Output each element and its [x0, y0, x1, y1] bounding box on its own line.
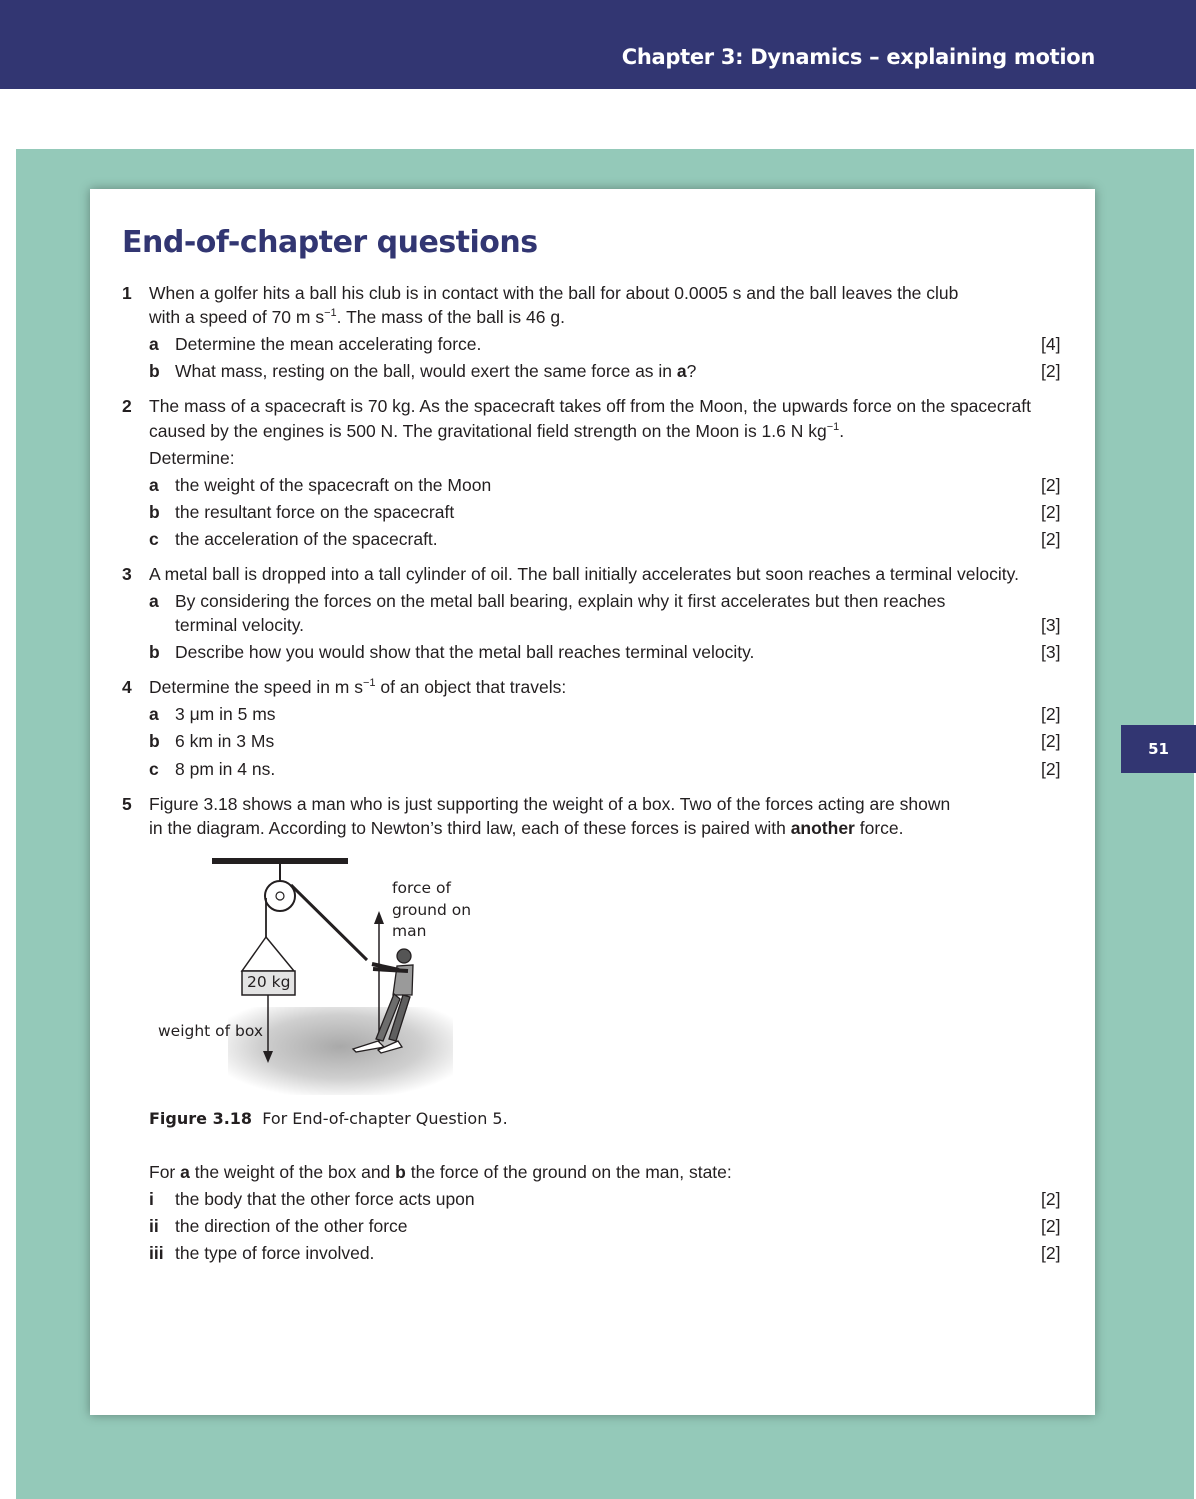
- question-5i-marks: [2]: [1041, 1189, 1061, 1209]
- question-3a-text-1: By considering the forces on the metal ball bearing, explain why it first accelerates but then reaches: [175, 591, 946, 611]
- weight-of-box-label: weight of box: [158, 1022, 264, 1040]
- question-1a-text: Determine the mean accelerating force.: [175, 334, 482, 354]
- question-4a-text: 3 μm in 5 ms: [175, 704, 276, 724]
- question-3-number: 3: [122, 564, 132, 584]
- question-2-line-3: Determine:: [149, 448, 235, 468]
- question-3b-marks: [3]: [1041, 642, 1061, 662]
- question-5ii-label: ii: [149, 1216, 159, 1236]
- question-3a-text-2: terminal velocity.: [175, 615, 305, 635]
- question-2-line-1: The mass of a spacecraft is 70 kg. As the spacecraft takes off from the Moon, the upwards force on the spacecraft: [149, 396, 1031, 416]
- question-5iii-label: iii: [149, 1243, 164, 1263]
- page-number-tab: 51: [1121, 725, 1196, 773]
- question-1-number: 1: [122, 283, 132, 303]
- question-1b-text: What mass, resting on the ball, would exert the same force as in a?: [175, 361, 697, 381]
- question-1-line-1: When a golfer hits a ball his club is in contact with the ball for about 0.0005 s and the ball leaves the club: [149, 283, 959, 303]
- question-2c-marks: [2]: [1041, 529, 1061, 549]
- pulley-axle: [276, 892, 284, 900]
- section-title: End-of-chapter questions: [122, 225, 538, 260]
- question-2-line-2: caused by the engines is 500 N. The gravitational field strength on the Moon is 1.6 N $kg^{-1}$.: [149, 421, 845, 441]
- question-4-number: 4: [122, 677, 132, 697]
- question-4-line-1: Determine the speed in m $s^{-1}$ of an object that travels:: [149, 677, 567, 697]
- question-5i-text: the body that the other force acts upon: [175, 1189, 475, 1209]
- question-1a-label: a: [149, 334, 159, 354]
- question-2b-marks: [2]: [1041, 502, 1061, 522]
- question-1-line-2: with a speed of 70 m $s^{-1}$. The mass of the ball is 46 g.: [149, 307, 565, 327]
- questions-card: [90, 189, 1095, 1415]
- question-4c-label: c: [149, 759, 159, 779]
- ground-force-arrow-head: [374, 911, 384, 924]
- rope-man-side: [291, 885, 367, 960]
- question-2a-text: the weight of the spacecraft on the Moon: [175, 475, 492, 495]
- question-2-number: 2: [122, 396, 132, 416]
- figure-caption: Figure 3.18 For End-of-chapter Question 5.: [149, 1109, 508, 1128]
- question-5ii-text: the direction of the other force: [175, 1216, 408, 1236]
- question-4b-marks: [2]: [1041, 731, 1061, 751]
- question-3-line-1: A metal ball is dropped into a tall cylinder of oil. The ball initially accelerates but soon reaches a terminal velocity.: [149, 564, 1019, 584]
- question-5-line-2: in the diagram. According to Newton’s third law, each of these forces is paired with another force.: [149, 818, 904, 838]
- question-1b-label: b: [149, 361, 160, 381]
- question-3a-marks: [3]: [1041, 615, 1061, 635]
- chapter-header: [0, 0, 1196, 89]
- question-3a-label: a: [149, 591, 159, 611]
- question-2c-label: c: [149, 529, 159, 549]
- box-mass-label: 20 kg: [247, 973, 291, 991]
- question-5-line-1: Figure 3.18 shows a man who is just supporting the weight of a box. Two of the forces acting are shown: [149, 794, 951, 814]
- question-4b-text: 6 km in 3 Ms: [175, 731, 275, 751]
- question-4b-label: b: [149, 731, 160, 751]
- question-1a-marks: [4]: [1041, 334, 1061, 354]
- question-4c-marks: [2]: [1041, 759, 1061, 779]
- box-hanger-triangle: [242, 937, 294, 971]
- question-3b-text: Describe how you would show that the metal ball reaches terminal velocity.: [175, 642, 755, 662]
- question-2b-label: b: [149, 502, 160, 522]
- question-2b-text: the resultant force on the spacecraft: [175, 502, 455, 522]
- question-4a-marks: [2]: [1041, 704, 1061, 724]
- question-5iii-marks: [2]: [1041, 1243, 1061, 1263]
- question-2a-label: a: [149, 475, 159, 495]
- question-4c-text: 8 pm in 4 ns.: [175, 759, 276, 779]
- question-5ii-marks: [2]: [1041, 1216, 1061, 1236]
- question-1b-marks: [2]: [1041, 361, 1061, 381]
- question-5i-label: i: [149, 1189, 154, 1209]
- question-5-instruction: For a the weight of the box and b the force of the ground on the man, state:: [149, 1162, 732, 1182]
- question-2a-marks: [2]: [1041, 475, 1061, 495]
- question-4a-label: a: [149, 704, 159, 724]
- force-of-ground-label: force of ground on man: [392, 879, 472, 940]
- ceiling-beam: [212, 858, 348, 864]
- question-5iii-text: the type of force involved.: [175, 1243, 375, 1263]
- question-2c-text: the acceleration of the spacecraft.: [175, 529, 438, 549]
- question-3b-label: b: [149, 642, 160, 662]
- chapter-title: Chapter 3: Dynamics – explaining motion: [621, 45, 1095, 69]
- question-5-number: 5: [122, 794, 132, 814]
